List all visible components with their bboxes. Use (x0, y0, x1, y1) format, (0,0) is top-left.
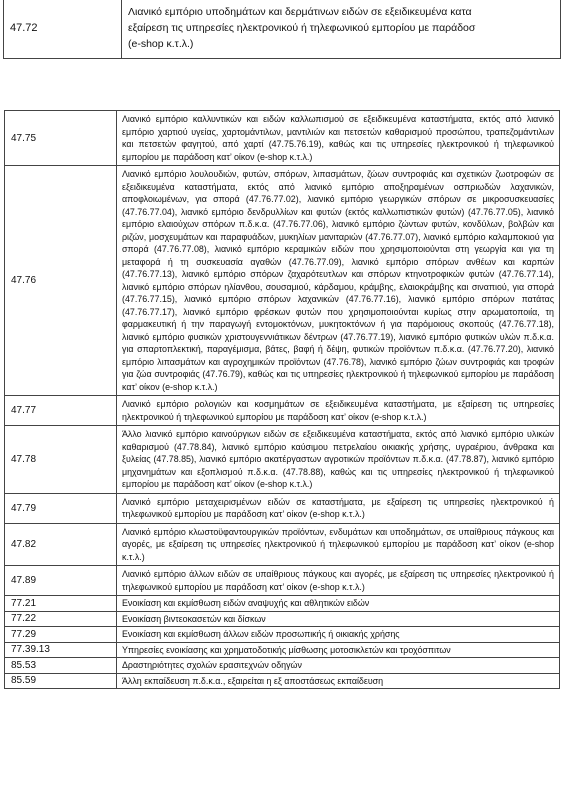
table-row (4, 0, 561, 59)
activity-code: 47.78 (5, 426, 117, 494)
table-row (5, 611, 560, 627)
description-line: Λιανικό εμπόριο υποδημάτων και δερμάτινων ειδών σε εξειδικευμένα κατα (128, 6, 472, 18)
activity-description: Άλλο λιανικό εμπόριο καινούργιων ειδών σε εξειδικευμένα καταστήματα, εκτός από λιανικό εμπόριο υλικών καθαρισμού (47.78.84), λιανικό εμπόριο καύσιμου πετρελαίου οικιακής χρήσης, υγραέριου, άνθρακα και ξυλείας (47.78.85), λιανικό εμπόριο ακατέργαστων αγροτικών προϊόντων π.δ.κ.α. (47.78.87), λιανικό εμπόριο μηχανημάτων και εξοπλισμού π.δ.κ.α. (47.78.88), καθώς και τις υπηρεσίες ηλεκτρονικού ή τηλεφωνικού εμπορίου με παράδοση κατ’ οίκον (e-shop κ.τ.λ.) (117, 426, 560, 494)
activity-description: Δραστηριότητες σχολών ερασιτεχνών οδηγών (117, 658, 560, 674)
activity-description: Λιανικό εμπόριο άλλων ειδών σε υπαίθριους πάγκους και αγορές, με εξαίρεση τις υπηρεσίες ηλεκτρονικού ή τηλεφωνικού εμπορίου με παράδοση κατ’ οίκον (e-shop κ.τ.λ.) (117, 566, 560, 596)
activity-description (122, 0, 561, 59)
table-row (5, 596, 560, 612)
activity-code: 85.59 (5, 673, 117, 689)
activity-code: 85.53 (5, 658, 117, 674)
activity-code: 47.76 (5, 166, 117, 396)
activity-description: Λιανικό εμπόριο κλωστοϋφαντουργικών προϊόντων, ενδυμάτων και υποδημάτων, σε υπαίθριους πάγκους και αγορές, με εξαίρεση τις υπηρεσίες ηλεκτρονικού ή τηλεφωνικού εμπορίου με παράδοση κατ’ οίκον (e-shop κ.τ.λ.) (117, 523, 560, 566)
activity-description: Ενοικίαση και εκμίσθωση ειδών αναψυχής και αθλητικών ειδών (117, 596, 560, 612)
table-row (5, 111, 560, 166)
table-row (5, 166, 560, 396)
table-row (5, 673, 560, 689)
activity-description: Λιανικό εμπόριο ρολογιών και κοσμημάτων σε εξειδικευμένα καταστήματα, με εξαίρεση τις υπηρεσίες ηλεκτρονικού ή τηλεφωνικού εμπορίου με παράδοση κατ’ οίκον (e-shop κ.τ.λ.) (117, 396, 560, 426)
activity-code: 47.79 (5, 493, 117, 523)
description-line: (e-shop κ.τ.λ.) (128, 38, 194, 50)
activity-description: Άλλη εκπαίδευση π.δ.κ.α., εξαιρείται η εξ αποστάσεως εκπαίδευση (117, 673, 560, 689)
table-row (5, 523, 560, 566)
activity-code: 77.21 (5, 596, 117, 612)
activity-code: 77.39.13 (5, 642, 117, 658)
activity-code: 47.82 (5, 523, 117, 566)
table-row (5, 426, 560, 494)
activity-code: 47.77 (5, 396, 117, 426)
activity-description: Λιανικό εμπόριο καλλυντικών και ειδών καλλωπισμού σε εξειδικευμένα καταστήματα, εκτός από λιανικό εμπόριο χαρτιού υγείας, χαρτομάντιλων, μαντιλιών και πετσετών καθαρισμού προσώπου, τραπεζομάντιλων και πετσετών φαγητού, από χαρτί (47.75.76.19), καθώς και τις υπηρεσίες ηλεκτρονικού ή τηλεφωνικού εμπορίου με παράδοση κατ’ οίκον (e-shop κ.τ.λ.) (117, 111, 560, 166)
activity-code: 47.75 (5, 111, 117, 166)
table-row (5, 396, 560, 426)
activity-code-table (4, 110, 560, 689)
table-row (5, 627, 560, 643)
activity-code: 47.89 (5, 566, 117, 596)
activity-description: Λιανικό εμπόριο μεταχειρισμένων ειδών σε καταστήματα, με εξαίρεση τις υπηρεσίες ηλεκτρονικού ή τηλεφωνικού εμπορίου με παράδοση κατ’ οίκον (e-shop κ.τ.λ.) (117, 493, 560, 523)
activity-description: Ενοικίαση και εκμίσθωση άλλων ειδών προσωπικής ή οικιακής χρήσης (117, 627, 560, 643)
description-line: εξαίρεση τις υπηρεσίες ηλεκτρονικού ή τηλεφωνικού εμπορίου με παράδοσ (128, 22, 476, 34)
table-row (5, 642, 560, 658)
activity-description: Ενοικίαση βιντεοκασετών και δίσκων (117, 611, 560, 627)
activity-description: Λιανικό εμπόριο λουλουδιών, φυτών, σπόρων, λιπασμάτων, ζώων συντροφιάς και σχετικών ζωοτροφών σε εξειδικευμένα καταστήματα, εκτός από λιανικό εμπόριο αποξηραμένων οσπριωδών λαχανικών, αποφλοιωμένων, για σπορά (47.76.77.02), λιανικό εμπόριο γεωργικών σπόρων σε μικροσυσκευασίες (47.76.77.04), λιανικό εμπόριο δενδρυλλίων και φυτών (εκτός καλλωπιστικών φυτών) (47.76.77.05), λιανικό εμπόριο ελαιούχων σπόρων π.δ.κ.α. (47.76.77.06), λιανικό εμπόριο ζώντων φυτών, κονδύλων, βολβών και ριζών, μοσχευμάτων και παραφυάδων, μυκηλίων μανιταριών (47.76.77.07), λιανικό εμπόριο καλαμποκιού για σπορά (47.76.77.08), λιανικό εμπόριο κεραμικών ειδών που χρησιμοποιούνται στη γεωργία και για τη μεταφορά ή τη συσκευασία αγαθών (47.76.77.09), λιανικό εμπόριο σπόρων ανθέων και καρπών (47.76.77.13), λιανικό εμπόριο σπόρων ζαχαρότευτλων και σπόρων κτηνοτροφικών φυτών (47.76.77.14), λιανικό εμπόριο σπόρων ηλίανθου, σουσαμιού, κάρδαμου, κράμβης, ελαιοκράμβης και σιναπιού, για σπορά (47.76.77.15), λιανικό εμπόριο σπόρων λαχανικών (47.76.77.16), λιανικό εμπόριο σπόρων πατάτας (47.76.77.17), λιανικό εμπόριο φρέσκων φυτών που χρησιμοποιούνται κυρίως στην αρωματοποιία, τη φαρμακευτική ή την παραγωγή εντομοκτόνων, μυκητοκτόνων ή για παρόμοιους σκοπούς (47.76.77.18), λιανικό εμπόριο φυσικών χριστουγεννιάτικων δέντρων (47.76.77.19), λιανικό εμπόριο φυτικών υλών π.δ.κ.α. για σπαρτοπλεκτική, παραγέμισμα, βάτες, βαφή ή δέψη, φυτικών προϊόντων π.δ.κ.α. (47.76.77.20), λιανικό εμπόριο λιπασμάτων και αγροχημικών προϊόντων (47.76.78), λιανικό εμπόριο ζώων συντροφιάς και τροφών για ζώα συντροφιάς (47.76.79), καθώς και τις υπηρεσίες ηλεκτρονικού ή τηλεφωνικού εμπορίου με παράδοση κατ’ οίκον (e-shop κ.τ.λ.) (117, 166, 560, 396)
table-row (5, 658, 560, 674)
activity-code: 77.22 (5, 611, 117, 627)
table-row (5, 566, 560, 596)
activity-code: 77.29 (5, 627, 117, 643)
table-row (5, 493, 560, 523)
top-table-fragment (3, 0, 561, 59)
activity-description: Υπηρεσίες ενοικίασης και χρηματοδοτικής μίσθωσης μοτοσικλετών και τροχόσπιτων (117, 642, 560, 658)
activity-code: 47.72 (4, 0, 122, 59)
